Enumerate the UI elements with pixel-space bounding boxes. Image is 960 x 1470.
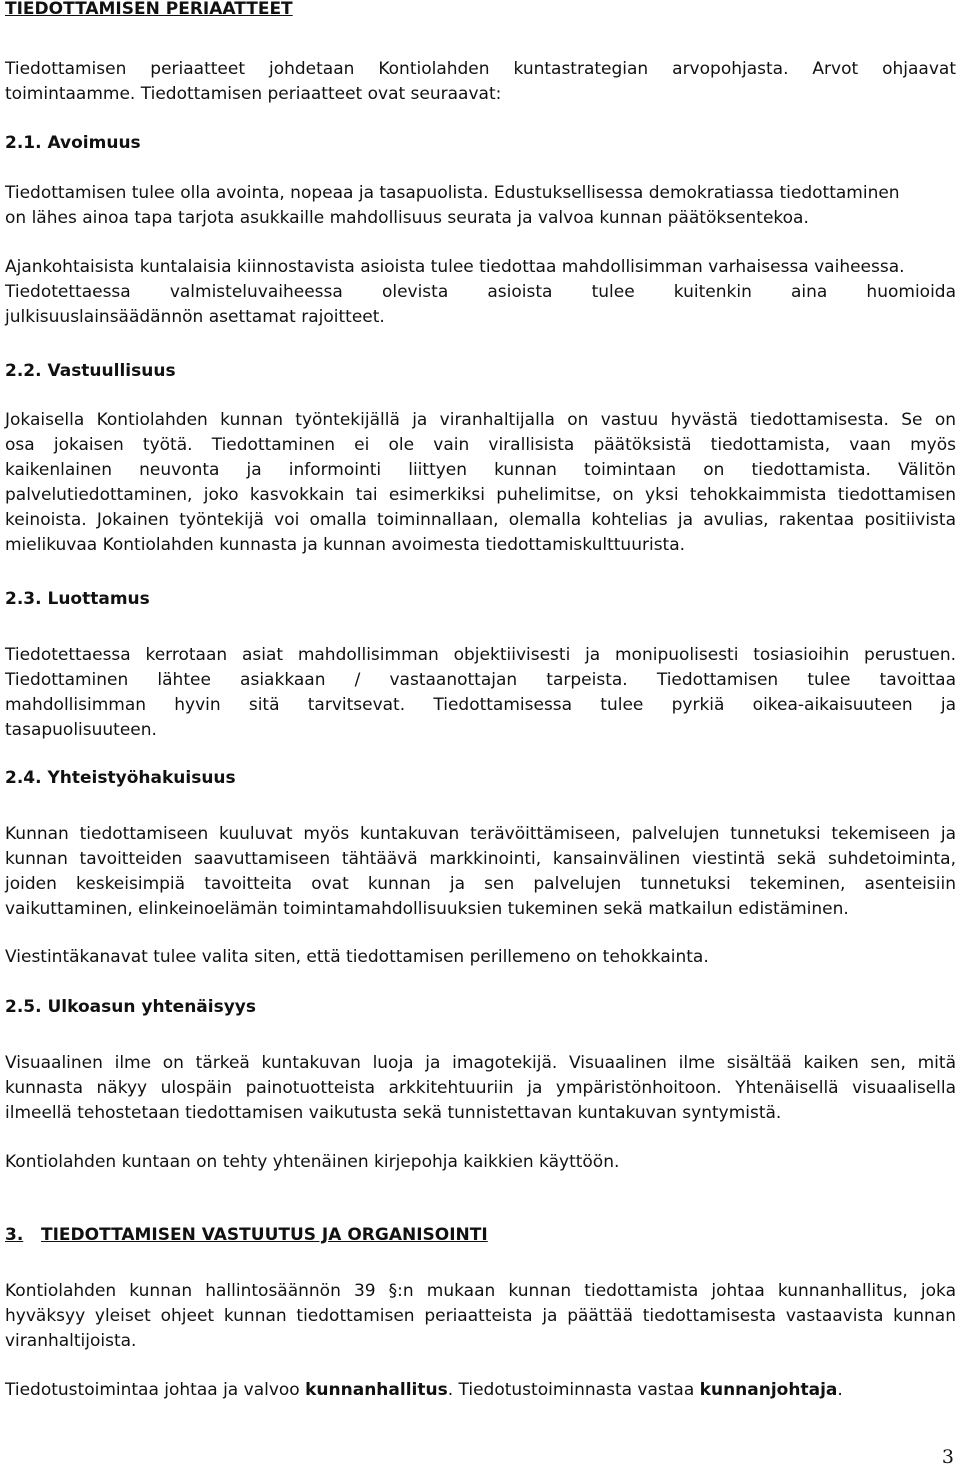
paragraph-line: kunnasta näkyy ulospäin painotuotteista arkkitehtuuriin ja ympäristönhoitoon. Yhtenäisellä visuaalisella <box>5 1078 956 1098</box>
paragraph-line: julkisuuslainsäädännön asettamat rajoitteet. <box>5 307 385 327</box>
paragraph-line: osa jokaisen työtä. Tiedottaminen ei ole vain virallisista päätöksistä tiedottamista, vaan myös <box>5 435 956 455</box>
subsection-title-2-4: 2.4. Yhteistyöhakuisuus <box>5 768 236 788</box>
text-run: Tiedotustoimintaa johtaa ja valvoo <box>5 1380 306 1400</box>
paragraph-line: kaikenlainen neuvonta ja informointi liittyen kunnan toimintaan on tiedottamista. Välitön <box>5 460 956 480</box>
paragraph-line: keinoista. Jokainen työntekijä voi omalla toiminnallaan, olemalla kohtelias ja avulias, rakentaa positiivista <box>5 510 956 530</box>
intro-line-2: toimintaamme. Tiedottamisen periaatteet ovat seuraavat: <box>5 84 502 104</box>
paragraph-line: Jokaisella Kontiolahden kunnan työntekijällä ja viranhaltijalla on vastuu hyvästä tiedottamisesta. Se on <box>5 410 956 430</box>
intro-line-1: Tiedottamisen periaatteet johdetaan Kontiolahden kuntastrategian arvopohjasta. Arvot ohjaavat <box>5 59 956 79</box>
paragraph-line: Viestintäkanavat tulee valita siten, että tiedottamisen perillemeno on tehokkainta. <box>5 947 709 967</box>
paragraph-line: Ajankohtaisista kuntalaisia kiinnostavista asioista tulee tiedottaa mahdollisimman varhaisessa vaiheessa. <box>5 257 905 277</box>
paragraph-line: Tiedottaminen lähtee asiakkaan / vastaanottajan tarpeista. Tiedottamisen tulee tavoittaa <box>5 670 956 690</box>
subsection-title-2-5: 2.5. Ulkoasun yhtenäisyys <box>5 997 257 1017</box>
paragraph-line: on lähes ainoa tapa tarjota asukkaille mahdollisuus seurata ja valvoa kunnan päätöksentekoa. <box>5 208 809 228</box>
subsection-title-2-1: 2.1. Avoimuus <box>5 133 141 153</box>
emphasis-kunnanhallitus: kunnanhallitus <box>305 1380 448 1400</box>
paragraph-line: Tiedotettaessa valmisteluvaiheessa olevista asioista tulee kuitenkin aina huomioida <box>5 282 956 302</box>
paragraph-line: Kontiolahden kuntaan on tehty yhtenäinen kirjepohja kaikkien käyttöön. <box>5 1152 620 1172</box>
paragraph-line: mielikuvaa Kontiolahden kunnasta ja kunnan avoimesta tiedottamiskulttuurista. <box>5 535 686 555</box>
text-run: . <box>837 1380 843 1400</box>
paragraph-line: palvelutiedottaminen, joko kasvokkain tai esimerkiksi puhelimitse, on yksi tehokkaimmista tiedottamisen <box>5 485 956 505</box>
section-heading: TIEDOTTAMISEN PERIAATTEET <box>5 0 293 19</box>
paragraph-line: Kontiolahden kunnan hallintosäännön 39 §:n mukaan kunnan tiedottamista johtaa kunnanhallitus, joka <box>5 1281 956 1301</box>
paragraph-line: Visuaalinen ilme on tärkeä kuntakuvan luoja ja imagotekijä. Visuaalinen ilme sisältää kaiken sen, mitä <box>5 1053 956 1073</box>
paragraph-line: tasapuolisuuteen. <box>5 720 157 740</box>
section-title: TIEDOTTAMISEN VASTUUTUS JA ORGANISOINTI <box>41 1225 488 1245</box>
section-number: 3. <box>5 1225 24 1245</box>
text-run: . Tiedotustoiminnasta vastaa <box>447 1380 700 1400</box>
paragraph-line <box>5 1378 956 1402</box>
subsection-title-2-2: 2.2. Vastuullisuus <box>5 361 176 381</box>
paragraph-line: joiden keskeisimpiä tavoitteita ovat kunnan ja sen palvelujen tunnetuksi tekeminen, asenteisiin <box>5 874 956 894</box>
subsection-title-2-3: 2.3. Luottamus <box>5 589 150 609</box>
paragraph-line: viranhaltijoista. <box>5 1331 137 1351</box>
paragraph-line: kunnan tavoitteiden saavuttamiseen tähtäävä markkinointi, kansainvälinen viestintä sekä suhdetoiminta, <box>5 849 956 869</box>
paragraph-line: hyväksyy yleiset ohjeet kunnan tiedottamisen periaatteista ja päättää tiedottamisesta vastaavista kunnan <box>5 1306 956 1326</box>
paragraph-line: mahdollisimman hyvin sitä tarvitsevat. Tiedottamisessa tulee pyrkiä oikea-aikaisuuteen ja <box>5 695 956 715</box>
paragraph-line: ilmeellä tehostetaan tiedottamisen vaikutusta sekä tunnistettavan kuntakuvan syntymistä. <box>5 1103 782 1123</box>
section-heading-3 <box>5 1223 956 1247</box>
emphasis-kunnanjohtaja: kunnanjohtaja <box>699 1380 838 1400</box>
page-number: 3 <box>941 1446 954 1468</box>
paragraph-line: vaikuttaminen, elinkeinoelämän toimintamahdollisuuksien tukeminen sekä matkailun edistäminen. <box>5 899 849 919</box>
paragraph-line: Tiedottamisen tulee olla avointa, nopeaa ja tasapuolista. Edustuksellisessa demokratiassa tiedottaminen <box>5 183 900 203</box>
paragraph-line: Kunnan tiedottamiseen kuuluvat myös kuntakuvan terävöittämiseen, palvelujen tunnetuksi tekemiseen ja <box>5 824 956 844</box>
paragraph-line: Tiedotettaessa kerrotaan asiat mahdollisimman objektiivisesti ja monipuolisesti tosiasioihin perustuen. <box>5 645 956 665</box>
